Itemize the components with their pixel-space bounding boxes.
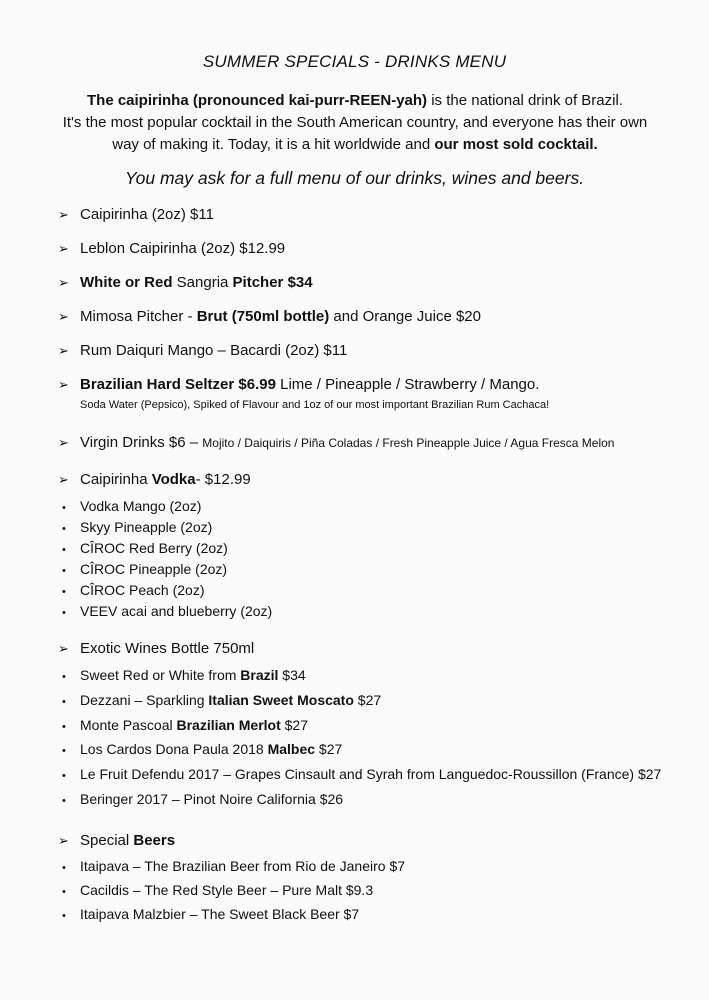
menu-item-leblon xyxy=(58,240,285,257)
menu-item-sangria xyxy=(58,274,313,291)
bullet-icon: • xyxy=(62,671,66,683)
bullet-icon: • xyxy=(62,586,66,598)
wines-header xyxy=(58,640,254,657)
bullet-icon: • xyxy=(62,607,66,619)
menu-item-daiquiri xyxy=(58,342,347,359)
menu-item-caipirinha-vodka xyxy=(58,471,251,488)
bullet-icon: • xyxy=(62,565,66,577)
bullet-icon: • xyxy=(62,886,66,898)
item-text: CÎROC Peach (2oz) xyxy=(80,582,205,598)
beer-list-item xyxy=(62,858,405,874)
item-text: and Orange Juice $20 xyxy=(329,308,481,325)
arrow-icon: ➢ xyxy=(58,241,69,256)
item-text: Leblon Caipirinha (2oz) $12.99 xyxy=(80,240,286,257)
vodka-list-item xyxy=(62,561,227,577)
arrow-icon: ➢ xyxy=(58,309,69,324)
beer-list-item xyxy=(62,906,359,922)
bullet-icon: • xyxy=(62,544,66,556)
item-text: Beringer 2017 – Pinot Noire California $26 xyxy=(80,791,344,807)
arrow-icon: ➢ xyxy=(58,377,69,392)
arrow-icon: ➢ xyxy=(58,275,69,290)
item-text: - $12.99 xyxy=(195,471,251,488)
wine-list-item xyxy=(62,766,661,782)
item-text: $34 xyxy=(278,667,306,683)
item-text: Monte Pascoal xyxy=(80,717,177,733)
arrow-icon: ➢ xyxy=(58,641,69,656)
item-bold-text: Italian Sweet Moscato xyxy=(208,692,354,708)
wine-list-item xyxy=(62,741,342,757)
item-text: Skyy Pineapple (2oz) xyxy=(80,519,213,535)
menu-item-mimosa xyxy=(58,308,481,325)
wine-list-item xyxy=(62,717,308,733)
vodka-list-item xyxy=(62,519,212,535)
intro-text: is the national drink of Brazil. xyxy=(427,92,623,109)
item-text: $27 xyxy=(280,717,308,733)
arrow-icon: ➢ xyxy=(58,833,69,848)
item-text: Virgin Drinks $6 – xyxy=(80,434,203,451)
bullet-icon: • xyxy=(62,502,66,514)
item-text: Rum Daiquri Mango – Bacardi (2oz) $11 xyxy=(80,342,348,359)
arrow-icon: ➢ xyxy=(58,472,69,487)
item-bold-text: Brut (750ml bottle) xyxy=(196,308,330,325)
item-bold-text: Brazil xyxy=(240,667,279,683)
beer-list-item xyxy=(62,882,373,898)
bullet-icon: • xyxy=(62,862,66,874)
intro-text: way of making it. Today, it is a hit worldwide and xyxy=(112,136,435,153)
item-bold-text: Malbec xyxy=(267,741,316,757)
item-text: Mimosa Pitcher - xyxy=(80,308,197,325)
intro-line-1 xyxy=(30,90,680,112)
item-text: Caipirinha (2oz) $11 xyxy=(80,206,214,223)
beers-header xyxy=(58,832,175,849)
item-text: Exotic Wines Bottle 750ml xyxy=(80,640,255,657)
item-text: Vodka Mango (2oz) xyxy=(80,498,202,514)
intro-bold-text: our most sold cocktail. xyxy=(434,136,598,153)
bullet-icon: • xyxy=(62,523,66,535)
bullet-icon: • xyxy=(62,745,66,757)
item-text: Itaipava Malzbier – The Sweet Black Beer $7 xyxy=(80,906,360,922)
vodka-list-item xyxy=(62,498,201,514)
wine-list-item xyxy=(62,667,306,683)
arrow-icon: ➢ xyxy=(58,343,69,358)
item-small-text: Mojito / Daiquiris / Piña Coladas / Fresh Pineapple Juice / Agua Fresca Melon xyxy=(202,436,615,450)
vodka-list-item xyxy=(62,540,228,556)
item-text: CÎROC Pineapple (2oz) xyxy=(80,561,228,577)
arrow-icon: ➢ xyxy=(58,207,69,222)
bullet-icon: • xyxy=(62,721,66,733)
item-bold-text: Brazilian Merlot xyxy=(176,717,281,733)
item-text: Los Cardos Dona Paula 2018 xyxy=(80,741,268,757)
seltzer-note: Soda Water (Pepsico), Spiked of Flavour and 1oz of our most important Brazilian Rum Cachaca! xyxy=(80,399,550,411)
menu-item-caipirinha xyxy=(58,206,214,223)
intro-line-3 xyxy=(30,134,680,156)
full-menu-note: You may ask for a full menu of our drinks, wines and beers. xyxy=(124,168,585,188)
item-text: Cacildis – The Red Style Beer – Pure Malt $9.3 xyxy=(80,882,374,898)
item-text: Sweet Red or White from xyxy=(80,667,241,683)
wine-list-item xyxy=(62,791,343,807)
item-text: Le Fruit Defendu 2017 – Grapes Cinsault and Syrah from Languedoc-Roussillon (France) $27 xyxy=(80,766,662,782)
item-text: Lime / Pineapple / Strawberry / Mango. xyxy=(275,376,540,393)
item-text: CÎROC Red Berry (2oz) xyxy=(80,540,228,556)
item-text: Sangria xyxy=(172,274,233,291)
arrow-icon: ➢ xyxy=(58,435,69,450)
bullet-icon: • xyxy=(62,795,66,807)
intro-line-2: It's the most popular cocktail in the South American country, and everyone has their own xyxy=(62,114,648,131)
bullet-icon: • xyxy=(62,910,66,922)
item-bold-text: Vodka xyxy=(151,471,196,488)
bullet-icon: • xyxy=(62,696,66,708)
bullet-icon: • xyxy=(62,770,66,782)
vodka-list-item xyxy=(62,603,272,619)
item-text: $27 xyxy=(315,741,343,757)
item-text: Itaipava – The Brazilian Beer from Rio de Janeiro $7 xyxy=(80,858,406,874)
item-text: Special xyxy=(80,832,134,849)
item-bold-text: Pitcher $34 xyxy=(232,274,313,291)
item-text: VEEV acai and blueberry (2oz) xyxy=(80,603,273,619)
menu-item-hard-seltzer xyxy=(58,376,539,393)
item-text: Caipirinha xyxy=(80,471,152,488)
item-bold-text: Brazilian Hard Seltzer $6.99 xyxy=(80,376,276,393)
intro-paragraph xyxy=(30,90,680,156)
item-bold-text: Beers xyxy=(133,832,176,849)
vodka-list-item xyxy=(62,582,204,598)
item-bold-text: White or Red xyxy=(80,274,173,291)
page-title: SUMMER SPECIALS - DRINKS MENU xyxy=(202,52,507,71)
menu-item-virgin-drinks xyxy=(58,434,614,451)
item-text: Dezzani – Sparkling xyxy=(80,692,209,708)
item-text: $27 xyxy=(353,692,382,708)
intro-bold-text: The caipirinha (pronounced kai-purr-REEN-yah) xyxy=(87,92,428,109)
wine-list-item xyxy=(62,692,381,708)
